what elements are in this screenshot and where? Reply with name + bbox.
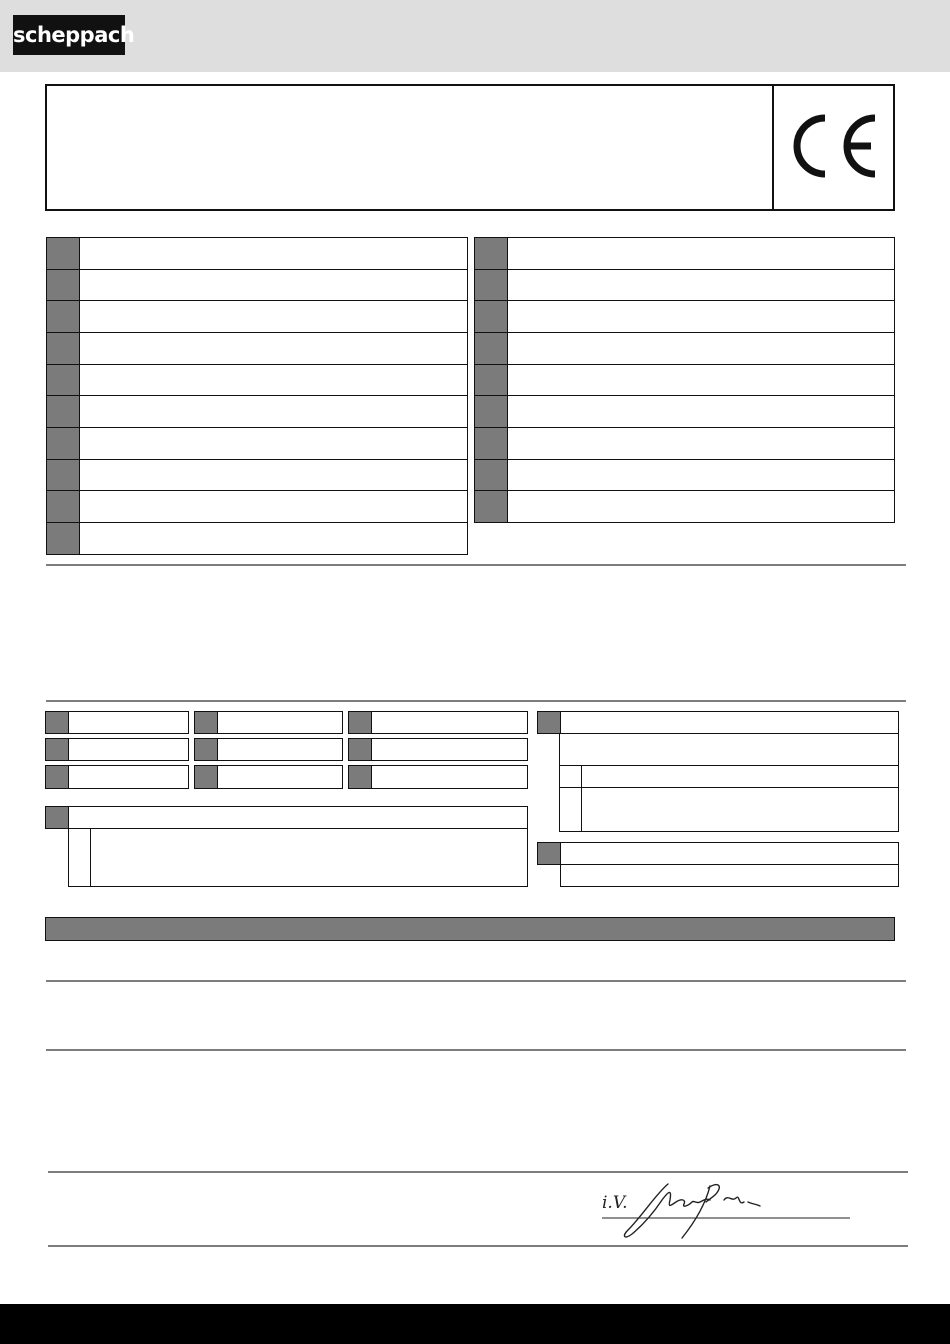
section-divider	[48, 1245, 908, 1247]
language-marker	[47, 365, 80, 396]
standards-header	[45, 806, 528, 829]
directive-field	[45, 765, 189, 789]
language-marker	[475, 238, 508, 269]
notified-body-marker	[538, 712, 561, 733]
directive-field	[45, 711, 189, 734]
language-row	[474, 300, 895, 333]
language-row	[46, 364, 468, 397]
header-band	[0, 0, 950, 72]
svg-text:i.V.: i.V.	[602, 1193, 628, 1213]
directive-field	[45, 738, 189, 761]
section-divider	[48, 1171, 908, 1173]
signature-icon	[598, 1178, 853, 1242]
directive-field	[194, 711, 343, 734]
section-divider	[46, 564, 906, 566]
language-marker	[47, 523, 80, 554]
ce-divider	[772, 84, 774, 211]
language-marker	[47, 428, 80, 459]
language-row	[46, 237, 468, 270]
language-marker	[47, 396, 80, 427]
language-row	[46, 490, 468, 523]
section-divider	[46, 1049, 906, 1051]
language-row	[474, 364, 895, 397]
scheppach-logo: scheppach	[13, 15, 125, 55]
language-row	[46, 427, 468, 460]
language-marker	[475, 460, 508, 491]
declaration-title-box	[45, 84, 895, 211]
language-marker	[47, 491, 80, 522]
notified-body-line	[559, 765, 899, 766]
section-divider	[46, 700, 906, 702]
ce-mark-icon	[787, 110, 883, 182]
language-marker	[47, 238, 80, 269]
section-divider	[46, 980, 906, 982]
language-marker	[475, 428, 508, 459]
directive-field	[348, 738, 528, 761]
directive-marker	[195, 766, 218, 788]
language-marker	[475, 270, 508, 301]
standards-inner-divider	[90, 828, 91, 887]
directive-field	[348, 711, 528, 734]
language-row	[474, 237, 895, 270]
directive-field	[348, 765, 528, 789]
language-marker	[47, 333, 80, 364]
language-row	[46, 300, 468, 333]
language-row	[474, 332, 895, 365]
notified-body-line	[559, 787, 899, 788]
directive-marker	[195, 712, 218, 733]
language-row	[46, 522, 468, 555]
notified-body-inner-divider	[581, 765, 582, 832]
directive-marker	[46, 712, 69, 733]
directive-field	[194, 765, 343, 789]
language-marker	[475, 396, 508, 427]
directive-marker	[46, 766, 69, 788]
directive-field	[194, 738, 343, 761]
language-row	[46, 459, 468, 492]
reference-marker	[538, 843, 561, 864]
standards-body	[68, 828, 528, 887]
directive-marker	[195, 739, 218, 760]
standards-marker	[46, 807, 69, 828]
language-marker	[475, 333, 508, 364]
language-row	[474, 459, 895, 492]
directive-marker	[46, 739, 69, 760]
directive-marker	[349, 712, 372, 733]
language-marker	[47, 301, 80, 332]
language-row	[474, 395, 895, 428]
language-row	[474, 269, 895, 302]
directive-marker	[349, 766, 372, 788]
notified-body-header	[537, 711, 899, 734]
directive-marker	[349, 739, 372, 760]
footer-band	[0, 1304, 950, 1344]
language-row	[46, 269, 468, 302]
language-row	[474, 427, 895, 460]
language-row	[474, 490, 895, 523]
notified-body-frame	[559, 733, 899, 832]
reference-header	[537, 842, 899, 865]
language-row	[46, 332, 468, 365]
gray-bar	[45, 917, 895, 941]
reference-field	[560, 864, 899, 887]
language-marker	[47, 460, 80, 491]
language-marker	[47, 270, 80, 301]
language-marker	[475, 491, 508, 522]
language-marker	[475, 365, 508, 396]
language-row	[46, 395, 468, 428]
language-marker	[475, 301, 508, 332]
